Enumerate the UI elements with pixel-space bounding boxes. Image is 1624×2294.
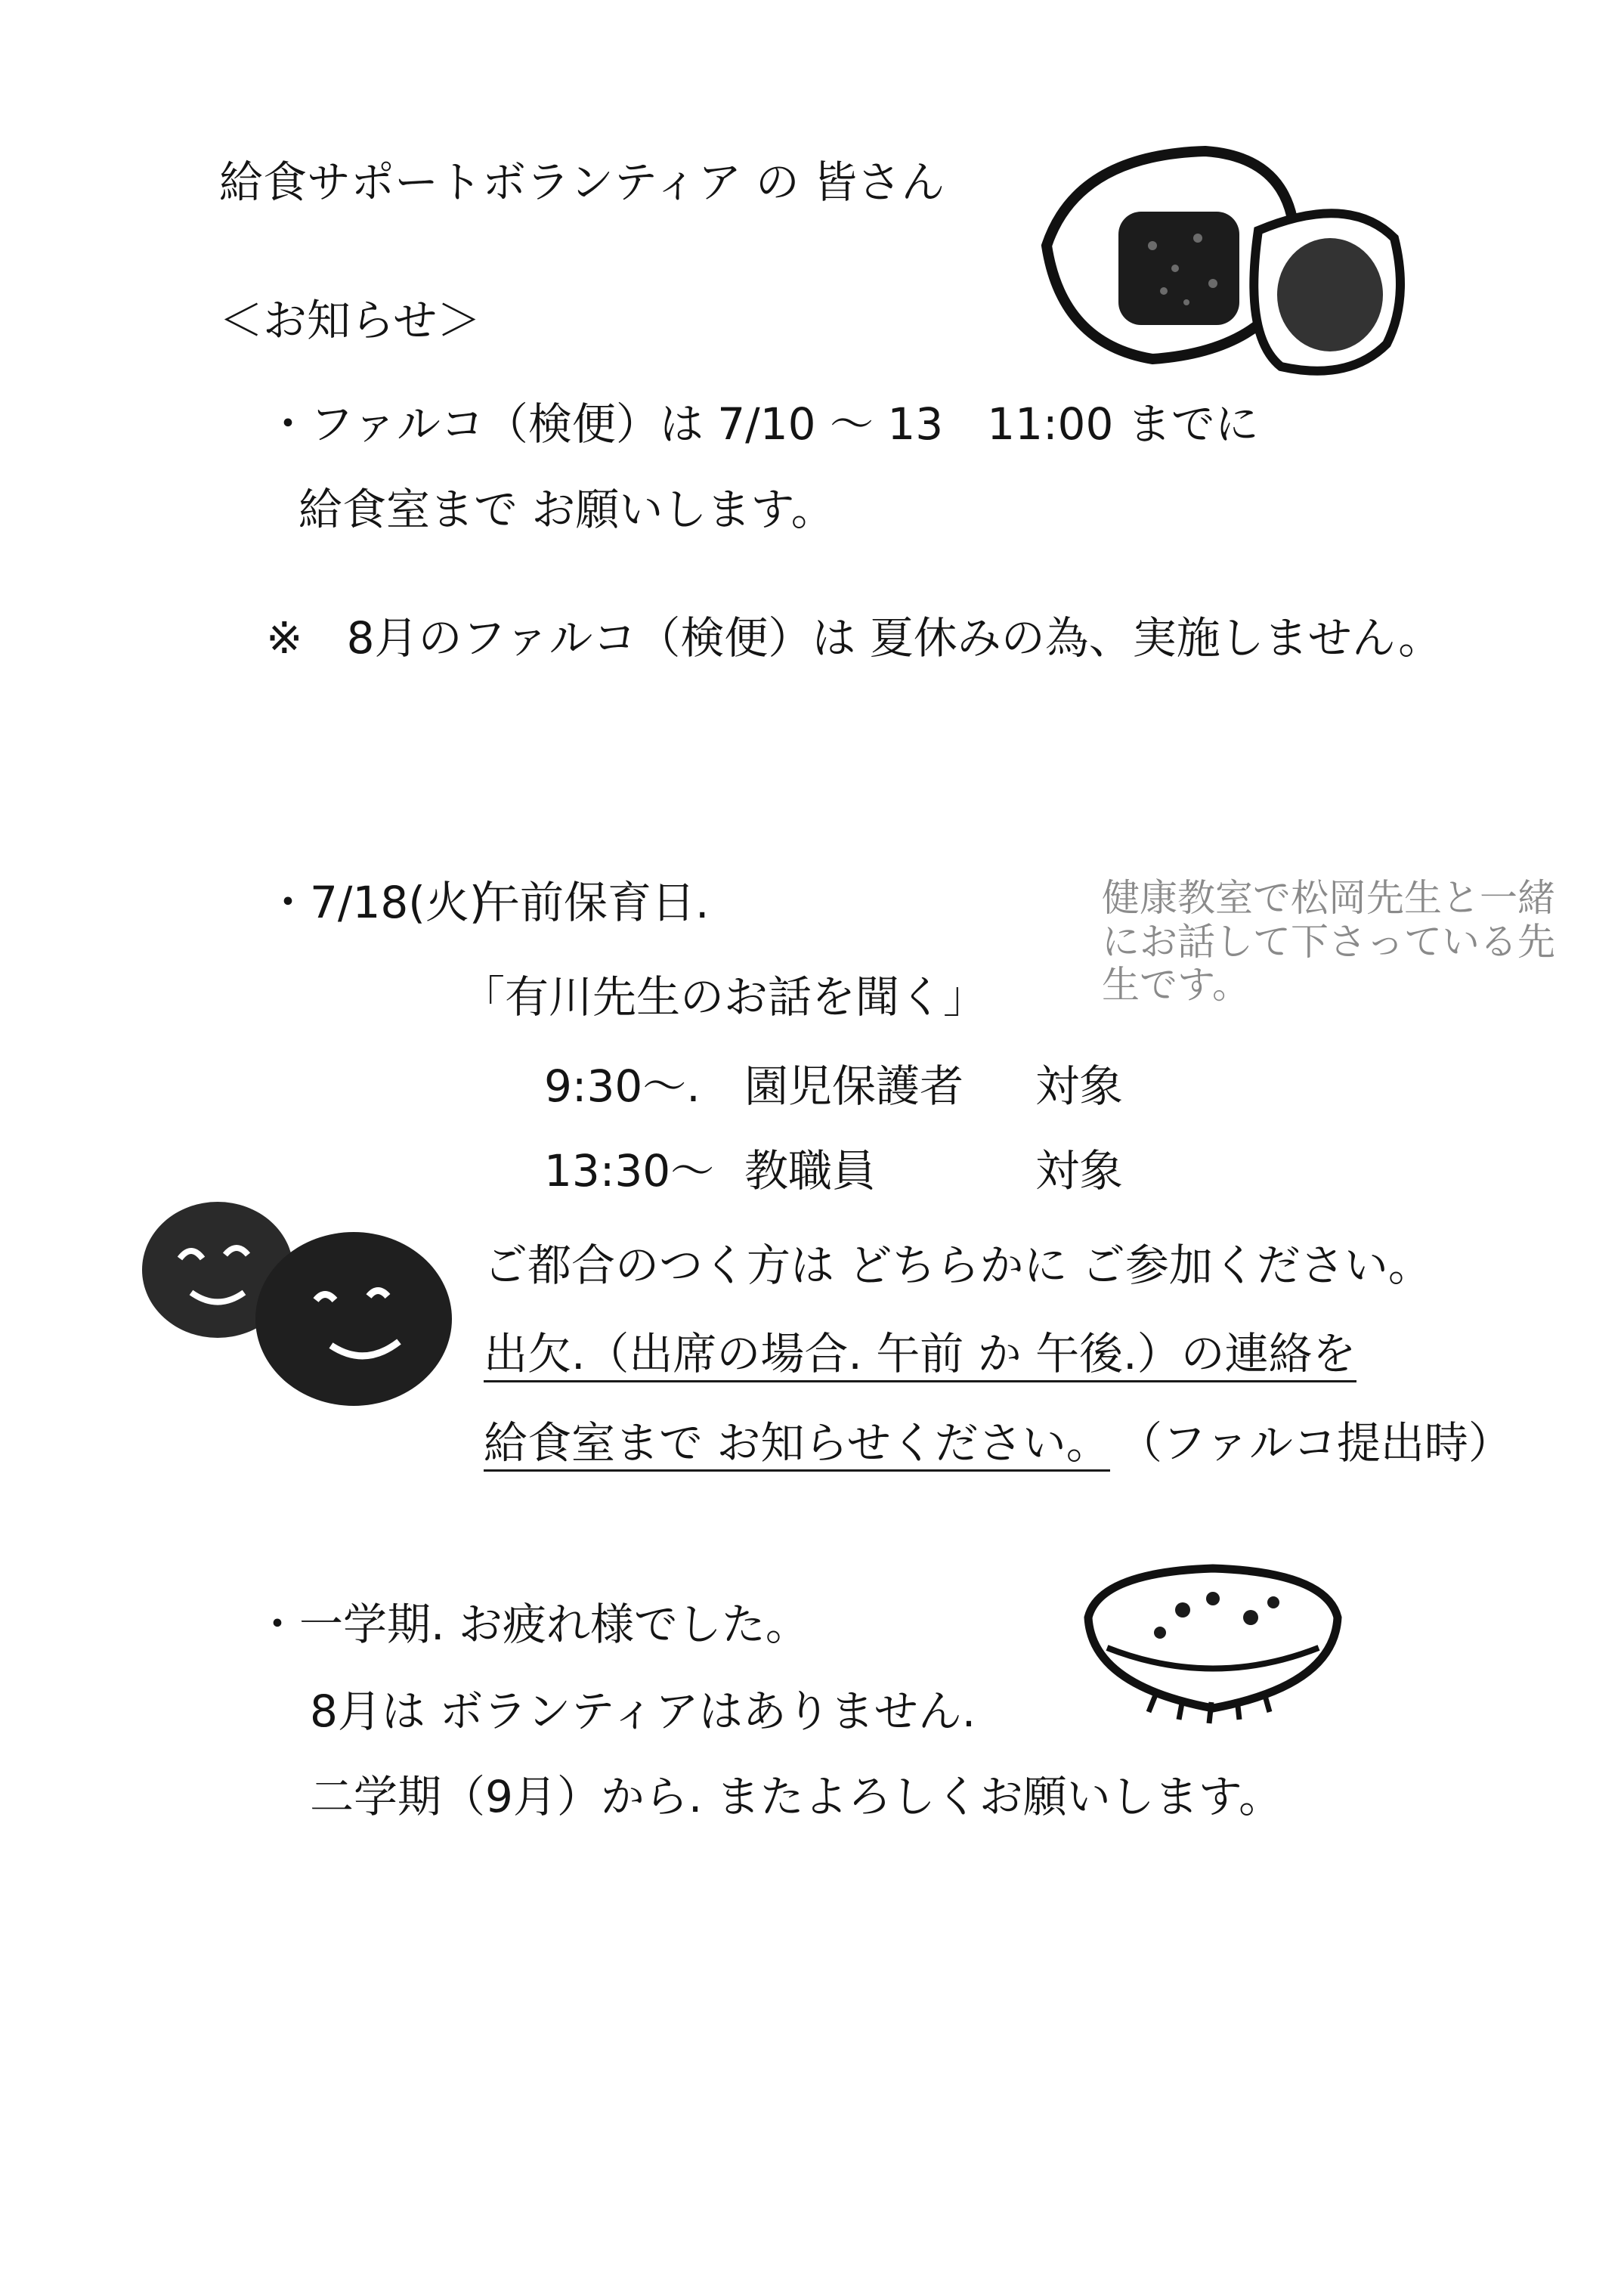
fruit-faces-illustration [127,1187,459,1413]
event-contact-line1: 出欠.（出席の場合. 午前 か 午後.）の連絡を [484,1332,1356,1382]
notice-falco-schedule: ・ファルコ（検便）は 7/10 〜 13 11:00 までに [266,398,1259,450]
closing-line1: ・一学期. お疲れ様でした。 [255,1599,809,1650]
notice-falco-submit: 給食室まで お願いします。 [299,484,835,535]
rice-ball-illustration [1032,140,1424,389]
session-time: 13:30〜 [544,1145,715,1197]
event-date: ・7/18(火) [266,877,487,928]
session-target: 教職員 [744,1145,877,1197]
event-title: 午前保育日. [476,877,710,928]
event-contact-note: （ファルコ提出時） [1118,1417,1512,1469]
event-lecture: 「有川先生のお話を聞く」 [461,971,988,1023]
event-invite: ご都合のつく方は どちらかに ご参加ください。 [484,1240,1432,1291]
closing-line3: 二学期（9月）から. またよろしくお願いします。 [310,1771,1283,1822]
page-title: 給食サポートボランティア の 皆さん [219,156,945,208]
event-contact-line2: 給食室まで お知らせください。 [484,1421,1110,1472]
session-label: 対象 [1035,1145,1124,1197]
side-note: 健康教室で松岡先生と一緒にお話して下さっている先生です。 [1102,876,1555,1007]
session-time: 9:30〜. [544,1060,701,1112]
section-heading: ＜お知らせ＞ [219,295,481,346]
session-label: 対象 [1035,1060,1124,1112]
session-target: 園児保護者 [744,1060,964,1112]
bowl-illustration [1077,1557,1349,1738]
notice-august-falco: ※ 8月のファルコ（検便）は 夏休みの為、実施しません。 [266,612,1443,664]
closing-line2: 8月は ボランティアはありません. [310,1686,976,1737]
